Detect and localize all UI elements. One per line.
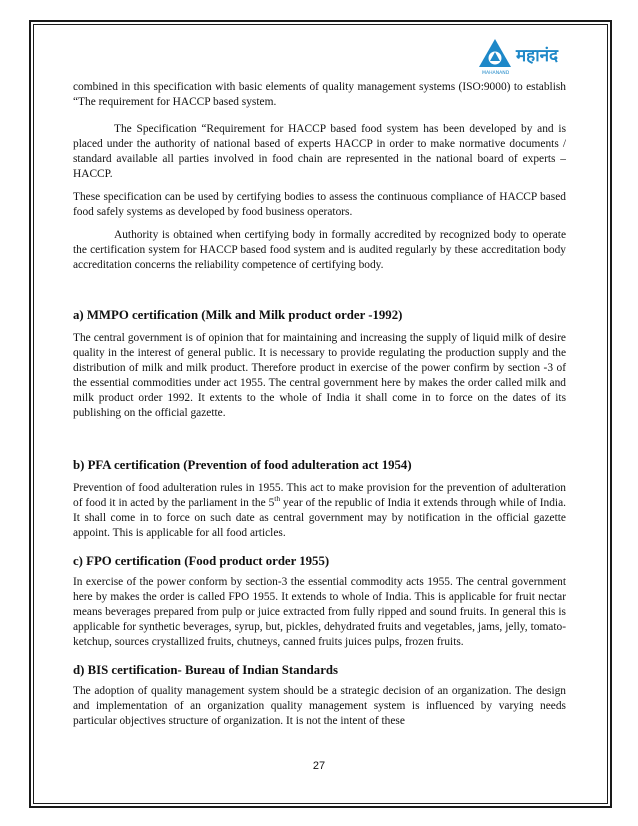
heading-mmpo: a) MMPO certification (Milk and Milk product order -1992) bbox=[73, 308, 403, 322]
heading-fpo: c) FPO certification (Food product order 1955) bbox=[73, 554, 330, 568]
paragraph-haccp-continued: combined in this specification with basic elements of quality management systems (ISO:9000) to establish “The requirement for HACCP based system. bbox=[73, 81, 566, 108]
paragraph-bis: The adoption of quality management system should be a strategic decision of an organization. The design and implementation of an organization quality management system is influenced by varying needs particular objectives structure of organization. It is not the intent of these bbox=[73, 685, 566, 727]
paragraph-pfa bbox=[73, 481, 566, 541]
pfa-text-part1: Prevention of food adulteration rules in 1955. This act to make provision for the prevention of adulteration of food it in acted by the parliament in the 5 bbox=[73, 482, 566, 509]
pfa-text-part2: year of the republic of India it extends through while of India. It shall come in to force on such date as central government may by notification in the official gazette appoint. This is applicable for all food articles. bbox=[73, 497, 566, 539]
paragraph-mmpo: The central government is of opinion that for maintaining and increasing the supply of liquid milk of desire quality in the interest of general public. It is necessary to provide regulating the production supply and the distribution of milk and milk product. Therefore product in exercise of the power confirm by section -3 of the essential commodities under act 1955. The central government here by makes the order called milk and milk product order 1992. It extents to the whole of India it shall come in to force on the dates of its publishing on the official gazette. bbox=[73, 332, 566, 419]
logo-caption: MAHANAND bbox=[482, 71, 510, 76]
heading-bis: d) BIS certification- Bureau of Indian Standards bbox=[73, 663, 338, 677]
paragraph-fpo: In exercise of the power conform by section-3 the essential commodity acts 1955. The central government here by makes the order is called FPO 1955. It extends to whole of India. This is applicable for fruit nectar means beverages prepared from pulp or juice extracted from fully ripped and sound fruits. In general this is applicable for synthetic beverages, syrup, but, pickles, dehydrated fruits and vegetables, jams, jelly, tomato-ketchup, sources crystallized fruits, chutneys, canned fruits juices pulps, frozen fruits. bbox=[73, 576, 566, 648]
page-number: 27 bbox=[312, 760, 326, 772]
paragraph-certifying-bodies: These specification can be used by certifying bodies to assess the continuous compliance of HACCP based food safely systems as developed by food business operators. bbox=[73, 191, 566, 218]
mahanand-logo bbox=[478, 37, 590, 77]
heading-pfa: b) PFA certification (Prevention of food adulteration act 1954) bbox=[73, 458, 412, 472]
page-content bbox=[73, 80, 566, 729]
logo-wordmark: महानंद bbox=[516, 46, 559, 66]
mahanand-emblem-icon bbox=[478, 37, 590, 77]
pfa-superscript: th bbox=[274, 494, 281, 504]
paragraph-authority: Authority is obtained when certifying body in formally accredited by recognized body to operate the certification system for HACCP based food system and is audited regularly by these accreditation body accreditation concerns the reliability competence of certifying body. bbox=[73, 229, 566, 271]
paragraph-haccp-specification: The Specification “Requirement for HACCP based food system has been developed by and is placed under the authority of national based of experts HACCP in order to make normative documents / standard available all parties involved in food chain are represented in the national board of experts – HACCP. bbox=[73, 123, 566, 180]
